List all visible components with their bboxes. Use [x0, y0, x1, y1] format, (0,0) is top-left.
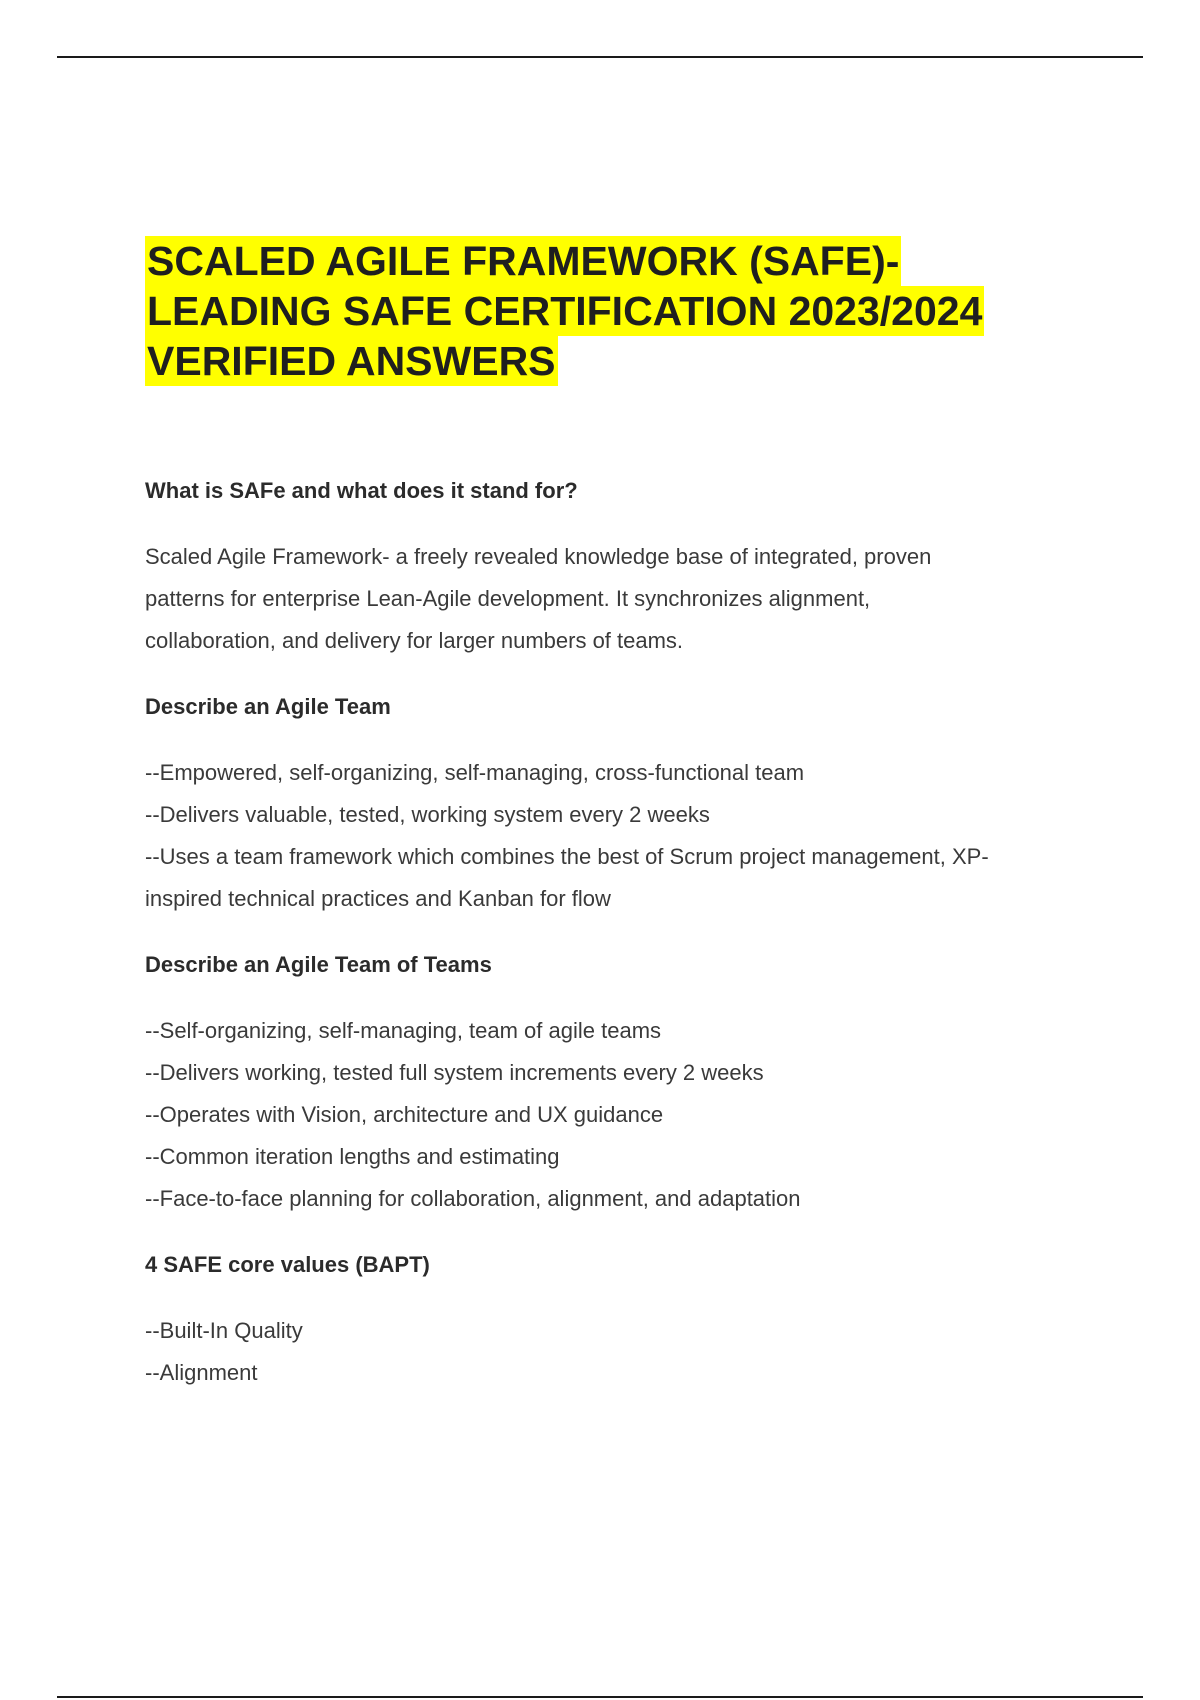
answer-line: --Self-organizing, self-managing, team of agile teams — [145, 1018, 662, 1043]
question-heading: 4 SAFE core values (BAPT) — [145, 1252, 430, 1277]
question-heading: Describe an Agile Team — [145, 694, 391, 719]
title-line: VERIFIED ANSWERS — [147, 338, 556, 384]
answer-line: patterns for enterprise Lean-Agile development. It synchronizes alignment, — [145, 586, 871, 611]
qa-section — [145, 944, 1105, 1220]
answer-line: --Delivers valuable, tested, working system every 2 weeks — [145, 802, 710, 827]
answer-line: --Uses a team framework which combines the best of Scrum project management, XP- — [145, 844, 989, 869]
answer-line: inspired technical practices and Kanban for flow — [145, 886, 611, 911]
answer-line: --Operates with Vision, architecture and UX guidance — [145, 1102, 664, 1127]
qa-section — [145, 470, 1105, 662]
answer-line: collaboration, and delivery for larger numbers of teams. — [145, 628, 684, 653]
answer-block — [145, 536, 1105, 662]
answer-block — [145, 1310, 1105, 1394]
qa-content — [145, 470, 1105, 1394]
question-heading: Describe an Agile Team of Teams — [145, 952, 492, 977]
answer-line: --Common iteration lengths and estimating — [145, 1144, 560, 1169]
question-heading: What is SAFe and what does it stand for? — [145, 478, 578, 503]
answer-line: Scaled Agile Framework- a freely revealed knowledge base of integrated, proven — [145, 544, 932, 569]
document-title — [145, 236, 1145, 386]
answer-block — [145, 1010, 1105, 1220]
answer-line: --Empowered, self-organizing, self-managing, cross-functional team — [145, 760, 805, 785]
top-rule — [57, 56, 1143, 58]
answer-line: --Built-In Quality — [145, 1318, 303, 1343]
qa-section — [145, 686, 1105, 920]
answer-line: --Delivers working, tested full system increments every 2 weeks — [145, 1060, 764, 1085]
title-line: LEADING SAFE CERTIFICATION 2023/2024 — [147, 288, 983, 334]
answer-line: --Face-to-face planning for collaboration, alignment, and adaptation — [145, 1186, 801, 1211]
answer-block — [145, 752, 1105, 920]
bottom-rule — [57, 1696, 1143, 1698]
qa-section — [145, 1244, 1105, 1394]
answer-line: --Alignment — [145, 1360, 258, 1385]
title-line: SCALED AGILE FRAMEWORK (SAFE)- — [147, 238, 900, 284]
